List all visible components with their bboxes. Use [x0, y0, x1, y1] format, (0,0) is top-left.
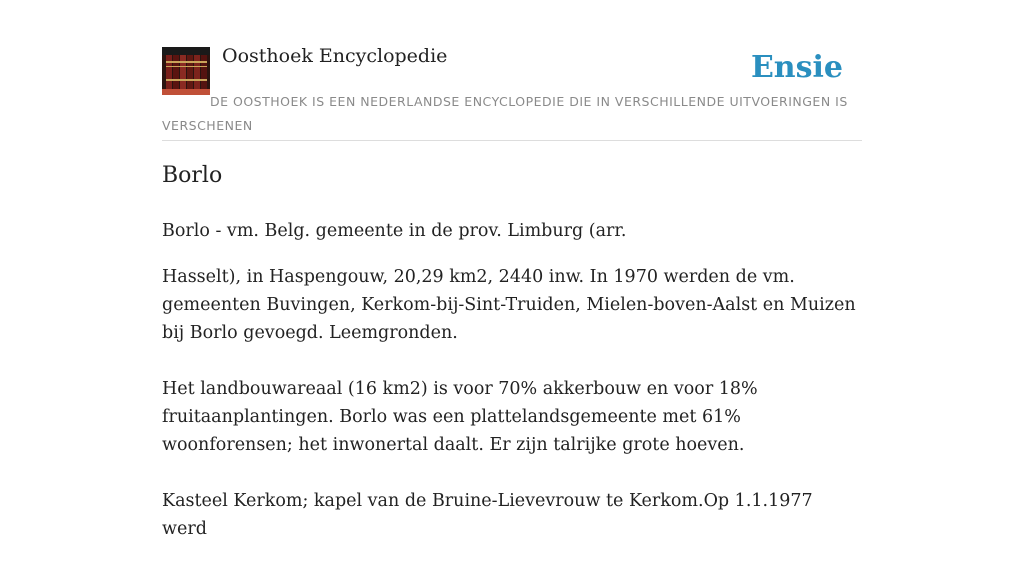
article-lead: Borlo - vm. Belg. gemeente in de prov. Limburg (arr.	[162, 221, 627, 241]
article-paragraph: Hasselt), in Haspengouw, 20,29 km2, 2440 inw. In 1970 werden de vm. gemeenten Buvingen, Kerkom-bij-Sint-Truiden, Mielen-boven-Aalst en Muizen bij Borlo gevoegd. Leemgronden.	[162, 267, 856, 343]
article-paragraph: Kasteel Kerkom; kapel van de Bruine-Lievevrouw te Kerkom.Op 1.1.1977 werd	[162, 491, 813, 539]
encyclopedia-avatar[interactable]	[162, 47, 210, 95]
article-title: Borlo	[162, 163, 223, 188]
ensie-logo-link[interactable]: Ensie	[750, 50, 843, 85]
site-title-link[interactable]: Oosthoek Encyclopedie	[222, 45, 448, 67]
book-spines-icon	[162, 47, 210, 95]
article-paragraph: Het landbouwareaal (16 km2) is voor 70% akkerbouw en voor 18% fruitaanplantingen. Borlo was een plattelandsgemeente met 61% woonforensen; het inwonertal daalt. Er zijn talrijke grote hoeven.	[162, 379, 758, 455]
site-tagline: DE OOSTHOEK IS EEN NEDERLANDSE ENCYCLOPEDIE DIE IN VERSCHILLENDE UITVOERINGEN IS VERSCHENEN	[162, 94, 848, 133]
site-header	[162, 0, 862, 141]
page-container	[162, 0, 862, 539]
article-body	[162, 263, 862, 571]
